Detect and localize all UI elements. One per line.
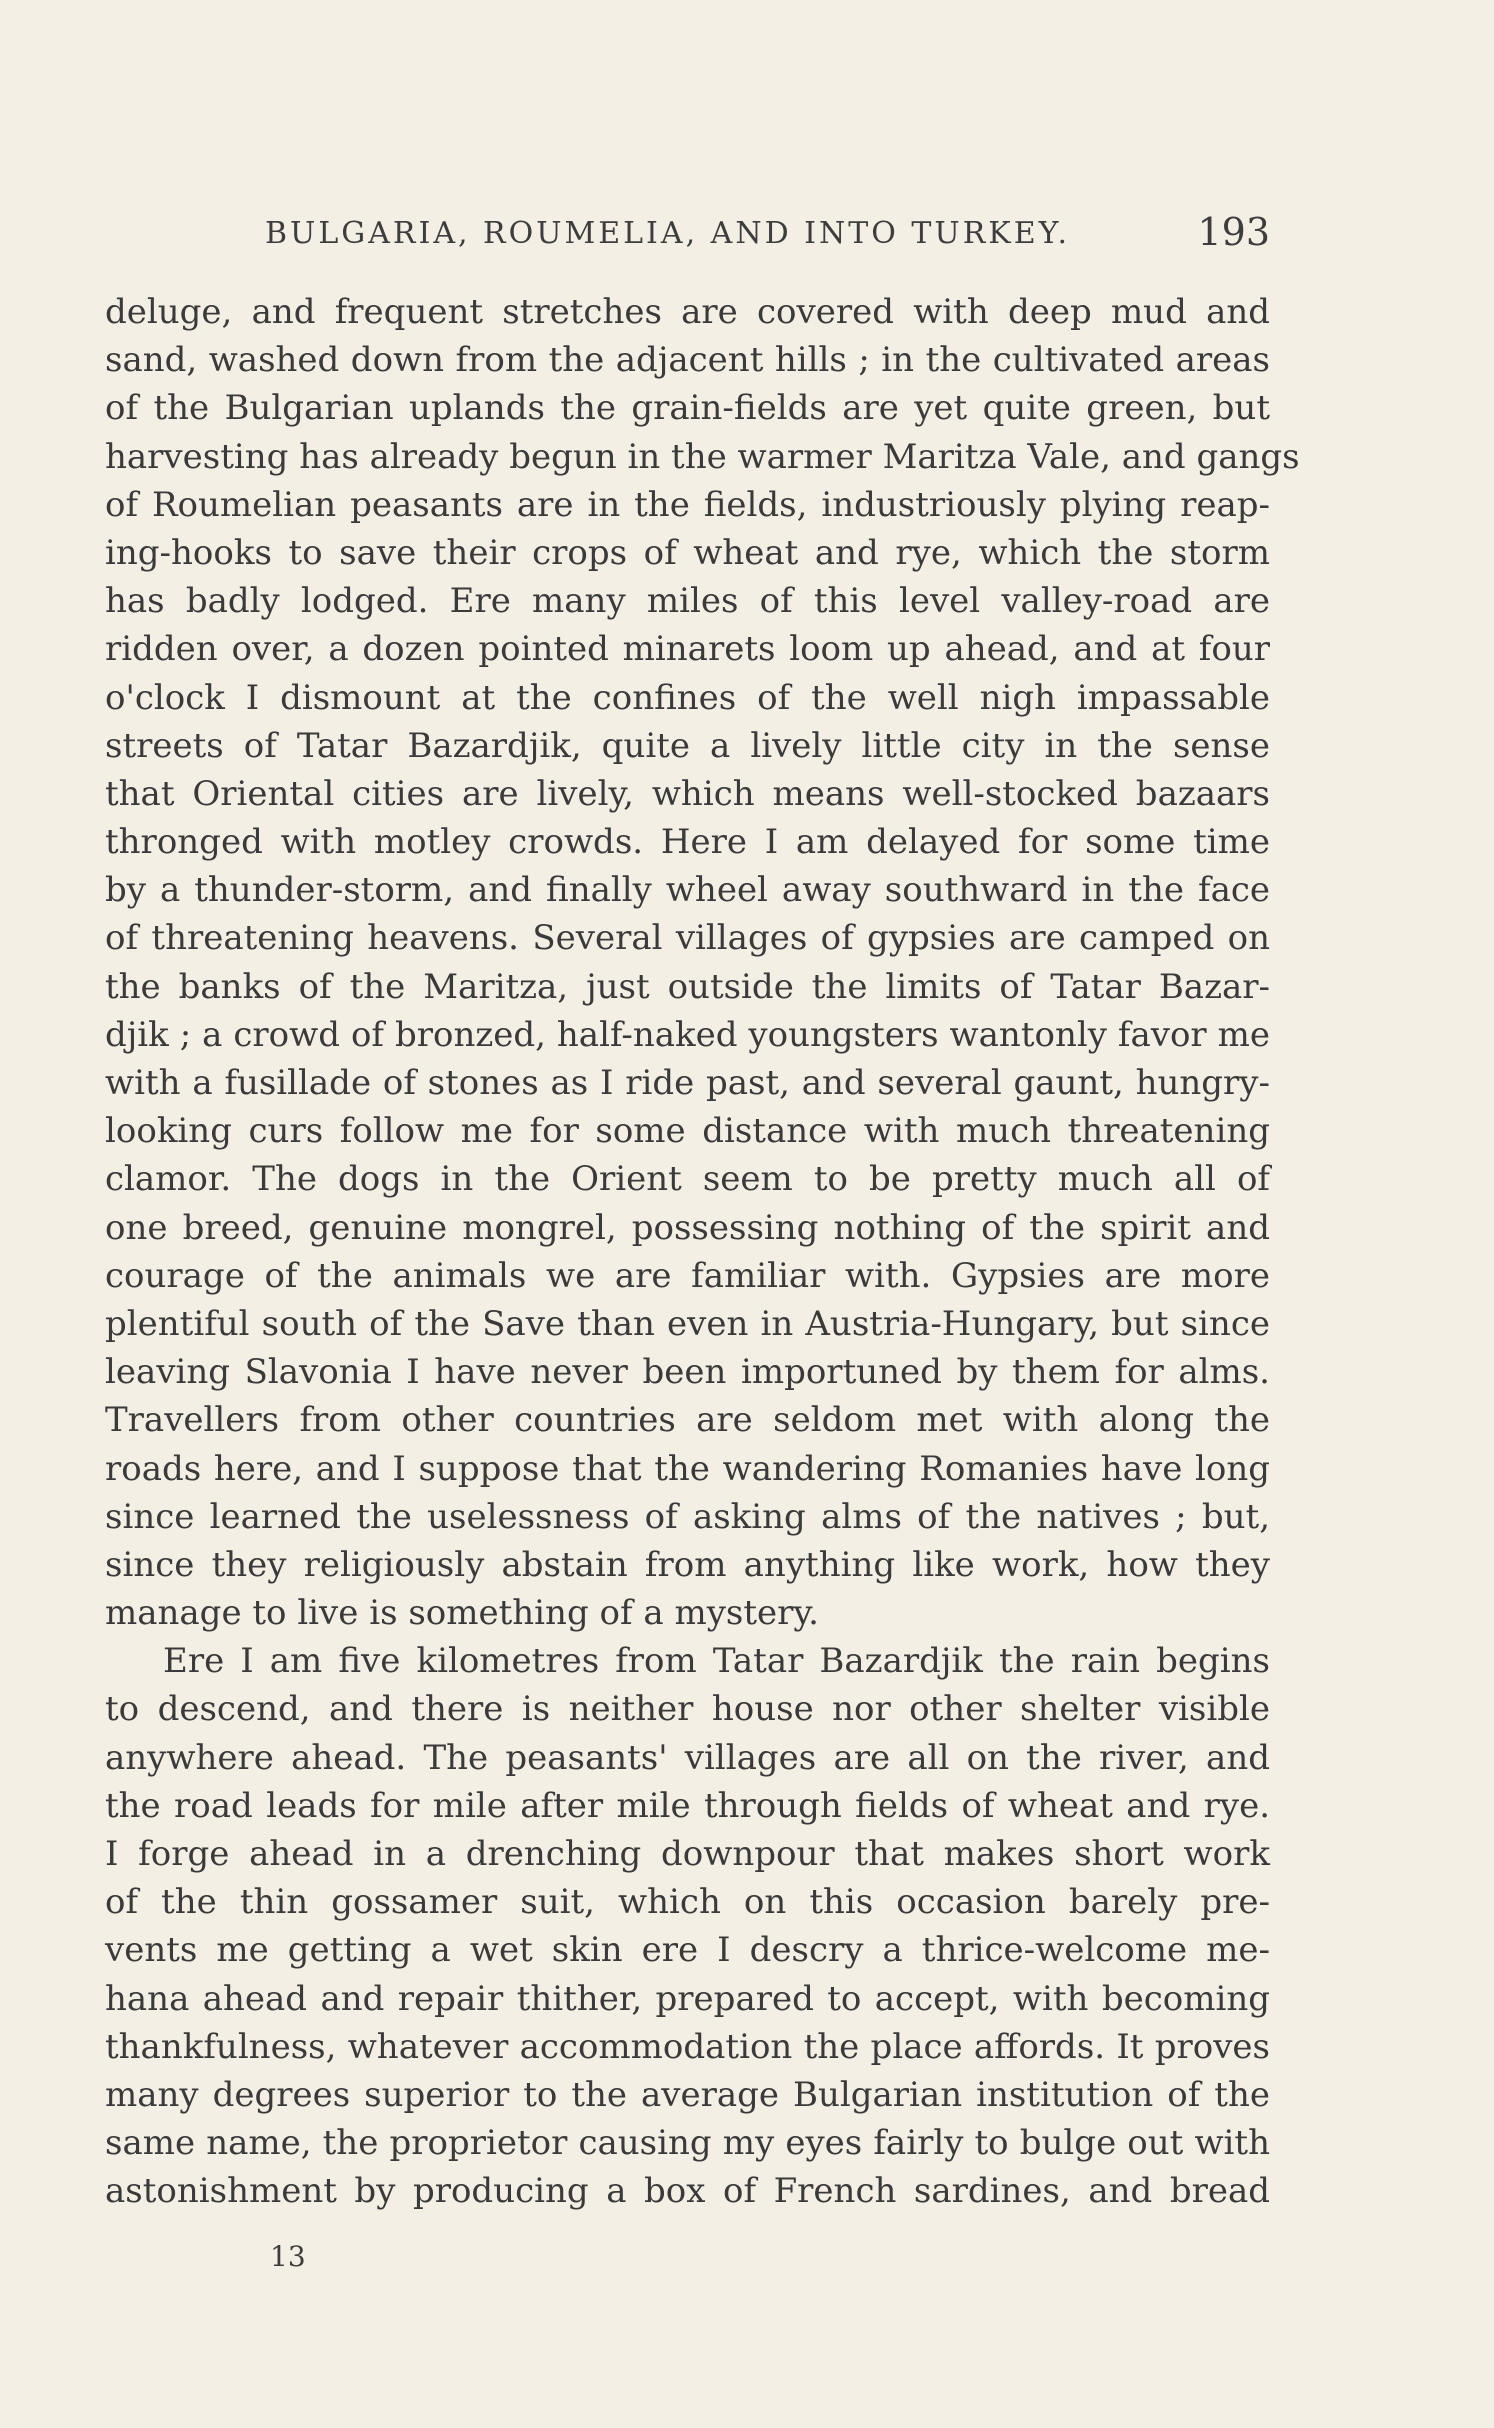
text-line: of the thin gossamer suit, which on this occasion barely pre-: [105, 1882, 1270, 1923]
text-line: ing-hooks to save their crops of wheat and rye, which the storm: [105, 532, 1270, 573]
text-line: I forge ahead in a drenching downpour that makes short work: [105, 1834, 1270, 1874]
text-line: thronged with motley crowds. Here I am delayed for some time: [105, 822, 1270, 863]
text-line: many degrees superior to the average Bulgarian institution of the: [105, 2074, 1270, 2115]
body-text: [105, 288, 1300, 2216]
text-line: Ere I am five kilometres from Tatar Bazardjik the rain begins: [163, 1641, 1270, 1682]
running-title: BULGARIA, ROUMELIA, AND INTO TURKEY.: [265, 216, 1071, 251]
text-line: since learned the uselessness of asking alms of the natives ; but,: [105, 1496, 1270, 1537]
running-head: [105, 206, 1270, 266]
text-line: streets of Tatar Bazardjik, quite a lively little city in the sense: [105, 725, 1270, 766]
text-line: thankfulness, whatever accommodation the place affords. It proves: [105, 2026, 1270, 2067]
text-line: to descend, and there is neither house nor other shelter visible: [105, 1689, 1270, 1730]
text-line: manage to live is something of a mystery.: [105, 1593, 819, 1634]
text-line: the banks of the Maritza, just outside the limits of Tatar Bazar-: [105, 966, 1270, 1007]
text-line: looking curs follow me for some distance with much threatening: [105, 1111, 1270, 1152]
page-number: 193: [1197, 210, 1270, 254]
text-line: has badly lodged. Ere many miles of this level valley-road are: [105, 581, 1270, 622]
text-line: with a fusillade of stones as I ride past, and several gaunt, hungry-: [105, 1063, 1270, 1103]
text-line: clamor. The dogs in the Orient seem to be pretty much all of: [105, 1159, 1270, 1200]
signature-mark: 13: [270, 2240, 306, 2273]
text-line: vents me getting a wet skin ere I descry a thrice-welcome me-: [105, 1930, 1270, 1971]
text-line: plentiful south of the Save than even in Austria-Hungary, but since: [105, 1303, 1270, 1344]
text-line: same name, the proprietor causing my eyes fairly to bulge out with: [105, 2123, 1270, 2164]
text-line: that Oriental cities are lively, which means well-stocked bazaars: [105, 773, 1270, 814]
text-line: of Roumelian peasants are in the fields, industriously plying reap-: [105, 484, 1270, 525]
text-line: leaving Slavonia I have never been importuned by them for alms.: [105, 1352, 1270, 1393]
text-line: djik ; a crowd of bronzed, half-naked youngsters wantonly favor me: [105, 1014, 1270, 1055]
text-line: roads here, and I suppose that the wandering Romanies have long: [105, 1448, 1270, 1489]
text-line: anywhere ahead. The peasants' villages are all on the river, and: [105, 1737, 1270, 1778]
paragraph-1: [105, 288, 1300, 1637]
text-line: sand, washed down from the adjacent hills ; in the cultivated areas: [105, 340, 1270, 381]
text-line: deluge, and frequent stretches are covered with deep mud and: [105, 292, 1270, 332]
text-line: Travellers from other countries are seldom met with along the: [105, 1400, 1270, 1441]
text-line: since they religiously abstain from anything like work, how they: [105, 1544, 1270, 1585]
text-line: of threatening heavens. Several villages of gypsies are camped on: [105, 918, 1270, 959]
text-line: o'clock I dismount at the confines of the well nigh impassable: [105, 677, 1270, 718]
text-line: ridden over, a dozen pointed minarets loom up ahead, and at four: [105, 629, 1270, 670]
text-line: the road leads for mile after mile through fields of wheat and rye.: [105, 1785, 1270, 1826]
paragraph-2: [105, 1637, 1270, 2215]
text-line: courage of the animals we are familiar with. Gypsies are more: [105, 1255, 1270, 1296]
text-line: by a thunder-storm, and finally wheel away southward in the face: [105, 870, 1270, 911]
text-line: of the Bulgarian uplands the grain-fields are yet quite green, but: [105, 388, 1270, 429]
text-line: one breed, genuine mongrel, possessing nothing of the spirit and: [105, 1207, 1270, 1248]
text-line: harvesting has already begun in the warmer Maritza Vale, and gangs: [105, 436, 1300, 477]
text-line: hana ahead and repair thither, prepared to accept, with becoming: [105, 1978, 1270, 2019]
text-line: astonishment by producing a box of French sardines, and bread: [105, 2171, 1270, 2212]
